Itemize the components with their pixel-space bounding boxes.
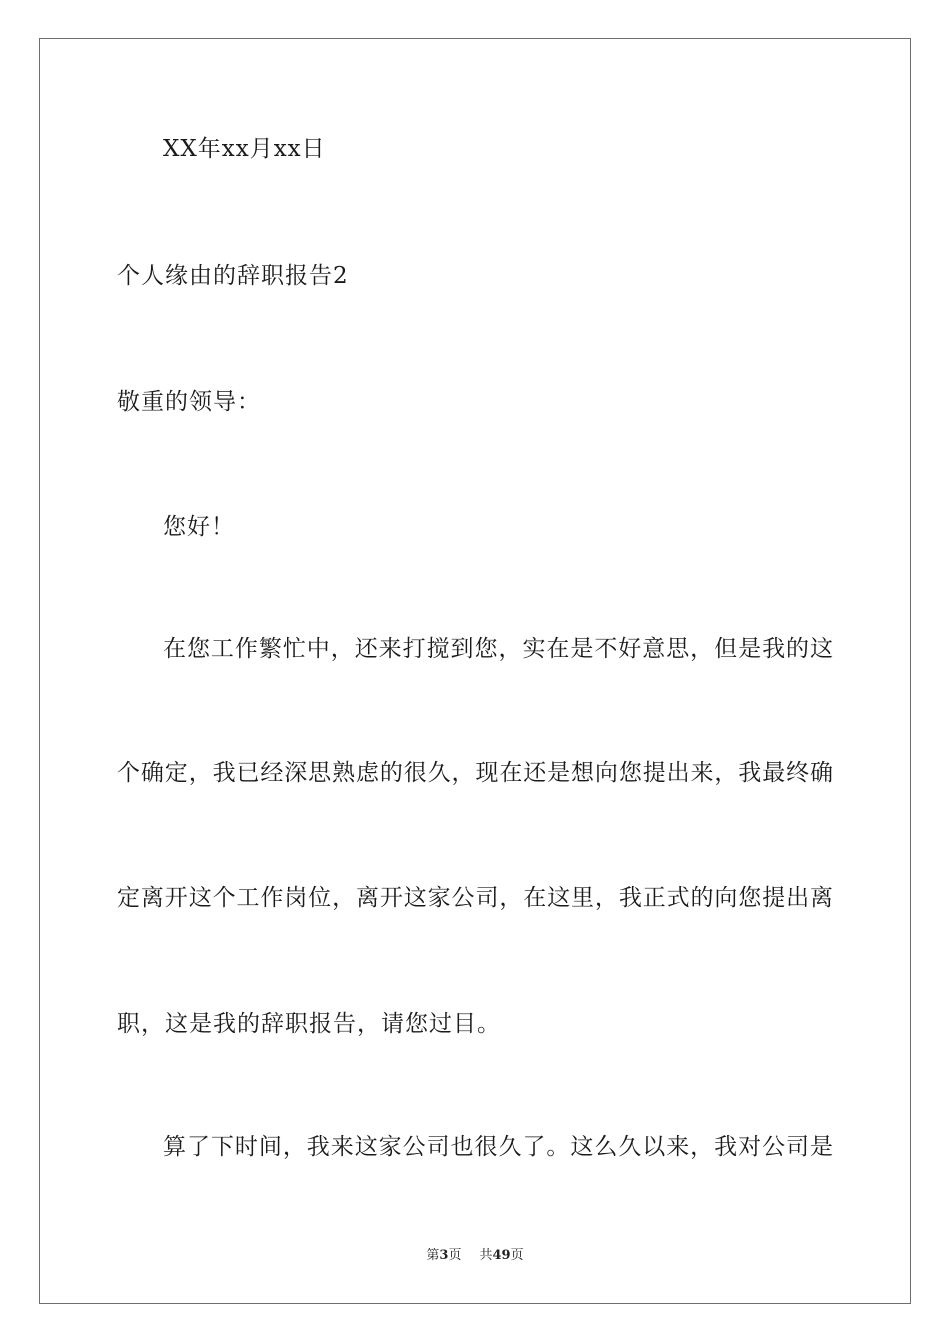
paragraph-line: 在您工作繁忙中，还来打搅到您，实在是不好意思，但是我的这 xyxy=(163,636,833,662)
greeting: 您好！ xyxy=(163,514,235,540)
page-suffix: 页 xyxy=(448,1248,462,1263)
total-suffix: 页 xyxy=(510,1248,524,1263)
date-line: XX年xx月xx日 xyxy=(163,136,326,162)
salutation: 敬重的领导： xyxy=(117,389,261,415)
page-footer xyxy=(0,1247,950,1265)
paragraph-line: 算了下时间，我来这家公司也很久了。这么久以来，我对公司是 xyxy=(163,1134,833,1160)
page-border xyxy=(39,38,911,1304)
total-pages: 49 xyxy=(492,1248,511,1263)
paragraph-line: 定离开这个工作岗位，离开这家公司，在这里，我正式的向您提出离 xyxy=(117,885,833,911)
paragraph-line: 个确定，我已经深思熟虑的很久，现在还是想向您提出来，我最终确 xyxy=(117,760,833,786)
total-prefix: 共 xyxy=(479,1248,493,1263)
page-number: 3 xyxy=(439,1248,449,1263)
paragraph-line: 职，这是我的辞职报告，请您过目。 xyxy=(117,1011,501,1037)
section-title: 个人缘由的辞职报告2 xyxy=(117,263,349,289)
page-prefix: 第 xyxy=(426,1248,440,1263)
